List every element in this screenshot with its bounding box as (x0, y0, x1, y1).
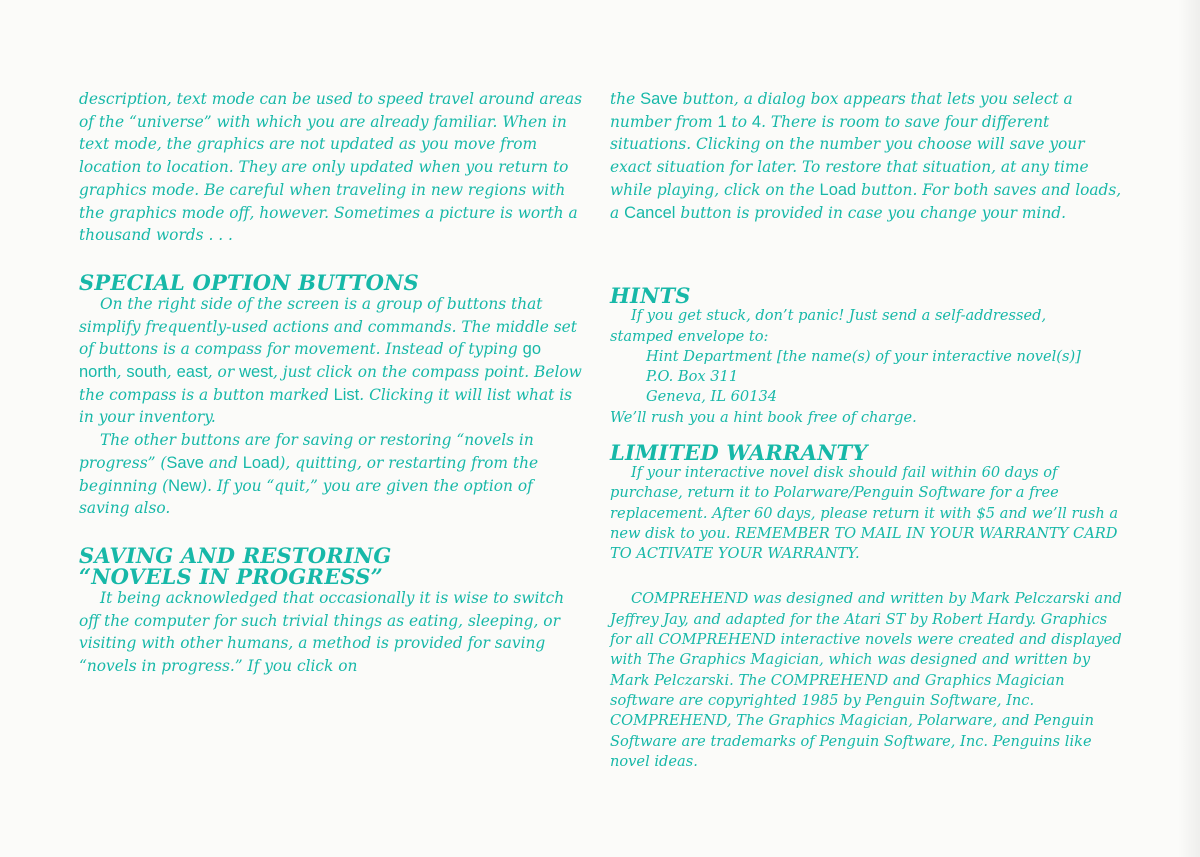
slot-min: 1 (717, 112, 727, 131)
warranty-text: If your interactive novel disk should fail within 60 days of purchase, return it to Polarware/Penguin Software for a free replacement. After 60 days, please return it with $5 and we’ll rush a new disk to you. REMEMBER TO MAIL IN YOUR WARRANTY CARD TO ACTIVATE YOUR WARRANTY. (610, 464, 1119, 563)
west-command: west (239, 363, 274, 382)
save-button-name: Save (640, 90, 678, 108)
hints-line-1: If you get stuck, don’t panic! Just send a self-addressed, (631, 307, 1047, 325)
saving-paragraph: It being acknowledged that occasionally it is wise to switch off the computer for such trivial things as eating, sleeping, or visiting with other humans, a method is provided for saving “novels in progress.” If you click on (79, 588, 565, 676)
hints-heading: HINTS (610, 283, 691, 309)
load-button-name: Load (242, 453, 280, 472)
right-column (610, 88, 1130, 772)
intro-paragraph: description, text mode can be used to speed travel around areas of the “universe” with which you are already familiar. When in text mode, the graphics are not updated as you move from location to location. They are only updated when you return to graphics mode. Be careful when traveling in new regions with the graphics mode off, however. Sometimes a picture is worth a thousand words . . . (79, 90, 583, 245)
south-command: south (126, 363, 167, 382)
credits-text: COMPREHEND was designed and written by Mark Pelczarski and Jeffrey Jay, and adapted for the Atari ST by Robert Hardy. Graphics for all COMPREHEND interactive novels were created and displayed with The Graphics Magician, which was designed and written by Mark Pelczarski. The COMPREHEND and Graphics Magician software are copyrighted 1985 by Penguin Software, Inc. COMPREHEND, The Graphics Magician, Polarware, and Penguin Software are trademarks of Penguin Software, Inc. Penguins like novel ideas. (610, 590, 1122, 770)
hints-line-3: We’ll rush you a hint book free of charge. (610, 408, 917, 426)
load-button-name: Load (819, 180, 857, 199)
special-options-paragraph-2: The other buttons are for saving or restoring “novels in progress” (Save and Load), quitting, or restarting from the beginning (New). If you “quit,” you are given the option of saving also. (79, 431, 539, 518)
left-column (79, 88, 584, 678)
east-command: east (176, 363, 208, 382)
address-line-3: Geneva, IL 60134 (646, 388, 778, 406)
warranty-section (610, 442, 1130, 564)
page-edge-shadow (1178, 0, 1200, 857)
credits-section (610, 589, 1130, 772)
address-line-2: P.O. Box 311 (646, 368, 739, 386)
special-option-buttons-heading: SPECIAL OPTION BUTTONS (79, 269, 419, 295)
limited-warranty-heading: LIMITED WARRANTY (610, 440, 868, 465)
slot-max: 4 (751, 112, 762, 131)
saving-restoring-heading: SAVING AND RESTORING “NOVELS IN PROGRESS” (79, 542, 392, 589)
address-line-1: Hint Department [the name(s) of your interactive novel(s)] (646, 347, 1081, 365)
hints-section (610, 285, 1130, 428)
new-button-name: New (168, 476, 202, 495)
hints-text (610, 306, 1130, 428)
hints-line-2: stamped envelope to: (610, 327, 769, 345)
special-options-paragraph-1: On the right side of the screen is a group of buttons that simplify frequently-used actions and commands. The middle set of buttons is a compass for movement. Instead of typing go north, south, east, or west, just click on the compass point. Below the compass is a button marked List. Clicking it will list what is in your inventory. (79, 294, 582, 427)
go-north-command: go north (79, 340, 542, 382)
list-button-name: List (333, 385, 360, 404)
save-load-paragraph: the Save button, a dialog box appears that lets you select a number from 1 to 4. There is room to save four different situations. Clicking on the number you choose will save your exact situation for later. To restore that situation, at any time while playing, click on the Load button. For both saves and loads, a Cancel button is provided in case you change your mind. (610, 90, 1122, 222)
save-button-name: Save (166, 453, 204, 472)
cancel-button-name: Cancel (624, 203, 676, 222)
